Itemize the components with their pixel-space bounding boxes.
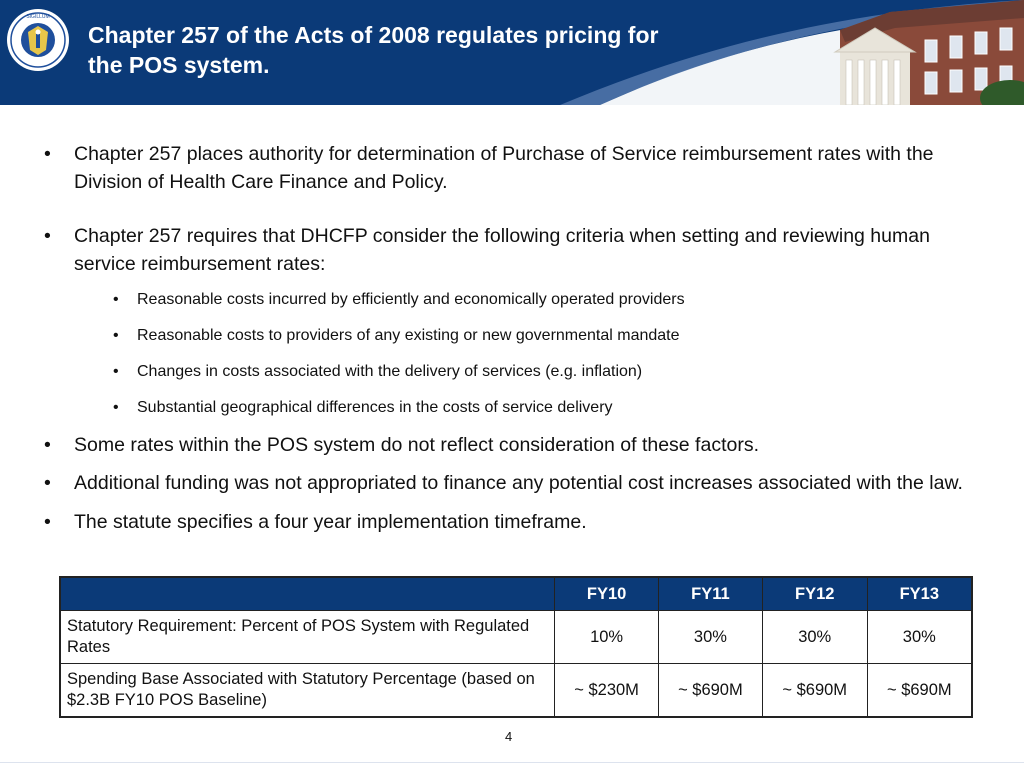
bullet-text: Some rates within the POS system do not reflect consideration of these factors. [74,434,759,456]
table-row [60,611,972,664]
title-line-1: Chapter 257 of the Acts of 2008 regulates pricing for [88,22,659,48]
bullet-text: Chapter 257 requires that DHCFP consider the following criteria when setting and reviewing human service reimbursement rates: [74,225,930,275]
sub-bullet-dot: • [113,399,119,416]
table-cell: ~ $690M [762,664,867,718]
bullet-text: Additional funding was not appropriated to finance any potential cost increases associated with the law. [74,472,963,494]
table-row-label: Spending Base Associated with Statutory Percentage (based on $2.3B FY10 POS Baseline) [60,664,555,718]
sub-bullet-item [113,361,974,383]
svg-text:SIGILLUM: SIGILLUM [26,14,50,20]
sub-bullet-item [113,397,974,419]
page-title [88,20,748,80]
table-header-cell: FY11 [659,577,763,611]
sub-bullet-text: Substantial geographical differences in the costs of service delivery [137,399,613,416]
bullet-item [44,431,974,459]
table-header-cell: FY13 [867,577,972,611]
sub-bullet-text: Reasonable costs to providers of any existing or new governmental mandate [137,327,680,344]
table-cell: ~ $690M [867,664,972,718]
sub-bullet-dot: • [113,327,119,344]
sub-bullet-item [113,325,974,347]
bullet-item [44,508,974,536]
table-cell: 10% [555,611,659,664]
bullet-dot: • [44,472,51,494]
bullet-dot: • [44,511,51,533]
bullet-item [44,222,974,278]
table-header-cell: FY12 [762,577,867,611]
sub-bullet-item [113,289,974,311]
table-cell: 30% [659,611,763,664]
sub-bullet-dot: • [113,363,119,380]
bullet-dot: • [44,434,51,456]
bullet-text: The statute specifies a four year implementation timeframe. [74,511,587,533]
implementation-table [59,576,973,718]
table-row [60,664,972,718]
bullet-dot: • [44,225,51,247]
sub-bullet-text: Reasonable costs incurred by efficiently and economically operated providers [137,291,685,308]
table-header-cell: FY10 [555,577,659,611]
bullet-item [44,140,974,196]
massachusetts-seal-icon [6,8,70,72]
bullet-list [44,140,974,536]
page-number: 4 [505,729,513,744]
table-cell: 30% [867,611,972,664]
bullet-item [44,469,974,497]
table-row-label: Statutory Requirement: Percent of POS System with Regulated Rates [60,611,555,664]
table-header-cell [60,577,555,611]
table-header-row [60,577,972,611]
bullet-dot: • [44,143,51,165]
footer-divider [0,762,1024,763]
table-cell: ~ $230M [555,664,659,718]
sub-bullet-dot: • [113,291,119,308]
table-cell: ~ $690M [659,664,763,718]
sub-bullet-text: Changes in costs associated with the delivery of services (e.g. inflation) [137,363,643,380]
state-house-photo [690,0,1024,105]
table-cell: 30% [762,611,867,664]
title-line-2: the POS system. [88,52,270,78]
bullet-text: Chapter 257 places authority for determination of Purchase of Service reimbursement rates with the Division of Health Care Finance and Policy. [74,143,934,193]
header-banner [0,0,1024,105]
